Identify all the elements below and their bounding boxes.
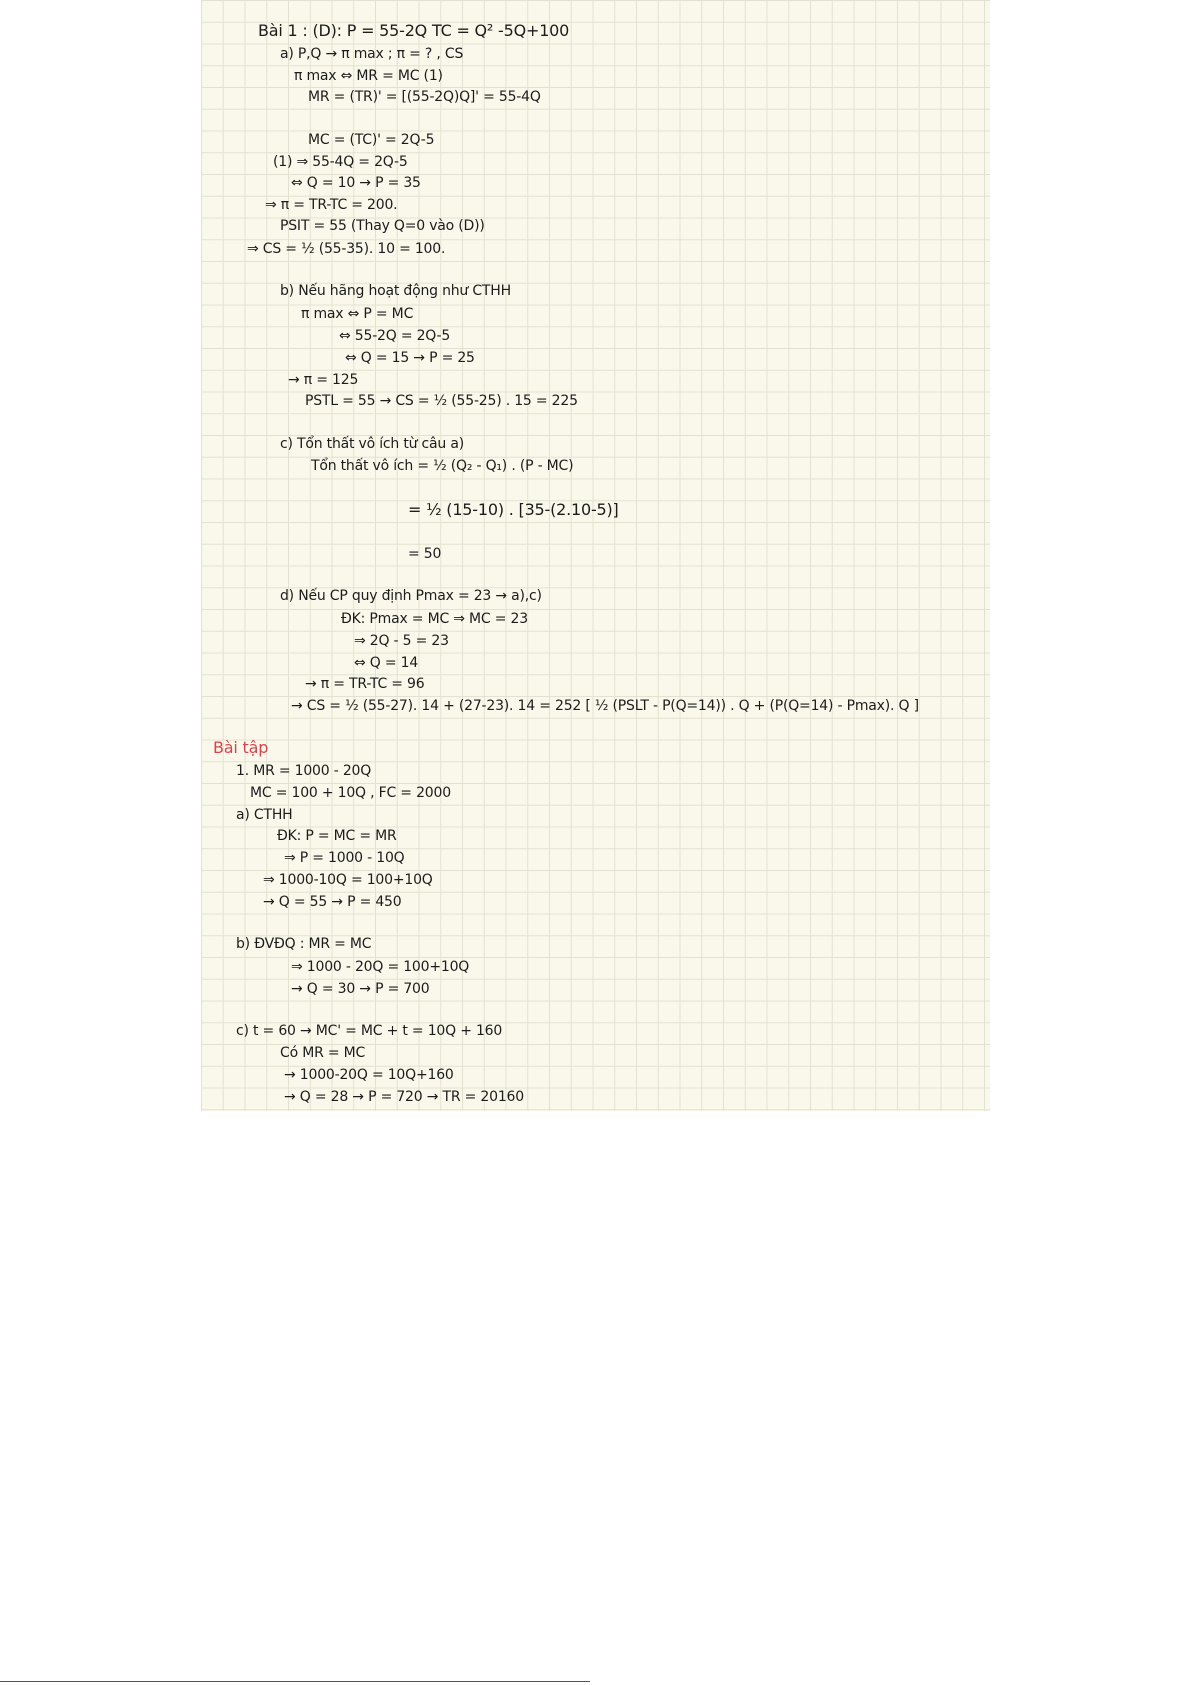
note-line: Có MR = MC	[280, 1045, 366, 1061]
note-line: ĐK: Pmax = MC ⇒ MC = 23	[341, 611, 528, 627]
part-a-heading: a) CTHH	[236, 807, 293, 823]
note-line: MC = 100 + 10Q , FC = 2000	[250, 785, 451, 801]
exercises-heading: Bài tập	[213, 738, 269, 757]
note-line: → CS = ½ (55-27). 14 + (27-23). 14 = 252 [ ½ (PSLT - P(Q=14)) . Q + (P(Q=14) - Pmax). Q ]	[291, 698, 919, 714]
note-line: PSIT = 55 (Thay Q=0 vào (D))	[280, 218, 485, 234]
note-line: → Q = 55 → P = 450	[263, 894, 402, 910]
part-a-heading: a) P,Q → π max ; π = ? , CS	[280, 46, 464, 62]
part-b-heading: b) ĐVĐQ : MR = MC	[236, 936, 372, 952]
note-line: ⇒ P = 1000 - 10Q	[284, 850, 405, 866]
note-line: ĐK: P = MC = MR	[277, 828, 397, 844]
note-line: π max ⇔ P = MC	[301, 306, 414, 322]
note-line: MR = (TR)' = [(55-2Q)Q]' = 55-4Q	[308, 89, 541, 105]
exercise-title: Bài 1 : (D): P = 55-2Q TC = Q² -5Q+100	[258, 21, 570, 40]
part-c-heading: c) t = 60 → MC' = MC + t = 10Q + 160	[236, 1023, 503, 1039]
part-b-heading: b) Nếu hãng hoạt động như CTHH	[280, 283, 511, 299]
note-line: ⇔ Q = 10 → P = 35	[291, 175, 421, 191]
note-line: ⇒ 2Q - 5 = 23	[354, 633, 449, 649]
note-line: → 1000-20Q = 10Q+160	[284, 1067, 454, 1083]
note-line: ⇒ 1000-10Q = 100+10Q	[263, 872, 433, 888]
note-line: → Q = 28 → P = 720 → TR = 20160	[284, 1089, 524, 1105]
note-line: π max ⇔ MR = MC (1)	[294, 68, 443, 84]
note-line: ⇒ CS = ½ (55-35). 10 = 100.	[247, 241, 446, 257]
page-bottom-rule	[0, 1681, 590, 1682]
note-line: ⇒ π = TR-TC = 200.	[265, 197, 398, 213]
note-line: MC = (TC)' = 2Q-5	[308, 132, 435, 148]
note-line: ⇔ 55-2Q = 2Q-5	[339, 328, 451, 344]
note-line: = ½ (15-10) . [35-(2.10-5)]	[408, 500, 619, 519]
note-line: → Q = 30 → P = 700	[291, 981, 430, 997]
note-line: 1. MR = 1000 - 20Q	[236, 763, 372, 779]
note-line: ⇔ Q = 14	[354, 655, 419, 671]
note-line: (1) ⇒ 55-4Q = 2Q-5	[273, 154, 408, 170]
part-d-heading: d) Nếu CP quy định Pmax = 23 → a),c)	[280, 588, 542, 604]
note-line: ⇒ 1000 - 20Q = 100+10Q	[291, 959, 470, 975]
note-line: → π = TR-TC = 96	[305, 676, 425, 692]
note-page	[201, 0, 990, 1111]
note-line: Tổn thất vô ích = ½ (Q₂ - Q₁) . (P - MC)	[311, 458, 574, 474]
note-line: PSTL = 55 → CS = ½ (55-25) . 15 = 225	[305, 393, 578, 409]
note-line: = 50	[408, 546, 442, 562]
note-line: ⇔ Q = 15 → P = 25	[345, 350, 475, 366]
part-c-heading: c) Tổn thất vô ích từ câu a)	[280, 436, 464, 452]
note-line: → π = 125	[288, 372, 359, 388]
